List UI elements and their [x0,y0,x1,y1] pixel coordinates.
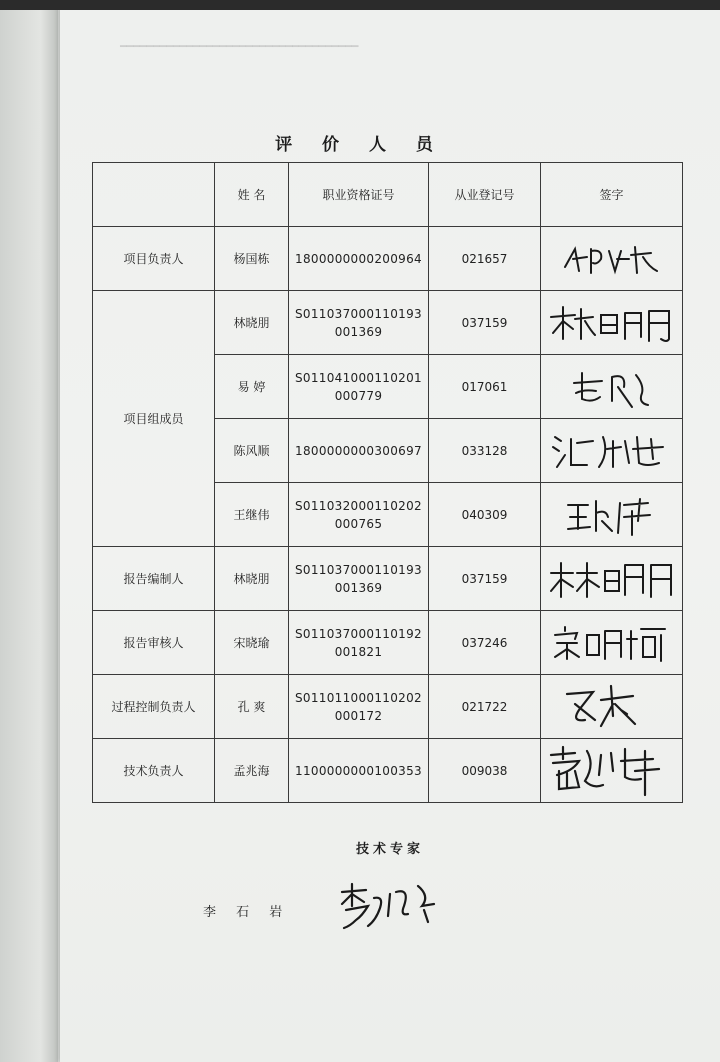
show-through-text: ━━━━━━━━━━━━━━━━━━━━━━━━━━━━━━━━━━━━ [120,40,359,53]
table-row [93,547,683,611]
signature-cell [541,291,683,355]
header-role [93,163,215,227]
header-signature: 签字 [541,163,683,227]
name-cell: 陈风顺 [215,419,289,483]
cert-cell: 1800000000300697 [289,419,429,483]
table-row [93,739,683,803]
table-header-row [93,163,683,227]
book-left-page [0,0,58,1062]
cert-cell: 1100000000100353 [289,739,429,803]
reg-cell: 021657 [429,227,541,291]
signature-cell [541,611,683,675]
role-cell: 项目组成员 [93,291,215,547]
cert-cell: S011037000110192001821 [289,611,429,675]
signature-cell [541,739,683,803]
signature-cell [541,675,683,739]
reg-cell: 021722 [429,675,541,739]
name-cell: 林晓朋 [215,547,289,611]
table-row [93,291,683,355]
role-cell: 过程控制负责人 [93,675,215,739]
cert-cell: S011032000110202000765 [289,483,429,547]
reg-cell: 040309 [429,483,541,547]
reg-cell: 037159 [429,291,541,355]
role-cell: 项目负责人 [93,227,215,291]
reg-cell: 037246 [429,611,541,675]
reg-cell: 009038 [429,739,541,803]
name-cell: 杨国栋 [215,227,289,291]
signature-cell [541,355,683,419]
name-cell: 孟兆海 [215,739,289,803]
name-cell: 孔 爽 [215,675,289,739]
role-cell: 报告审核人 [93,611,215,675]
signature-cell [541,227,683,291]
expert-signature [338,876,448,940]
table-row [93,611,683,675]
name-cell: 宋晓瑜 [215,611,289,675]
reg-cell: 017061 [429,355,541,419]
name-cell: 王继伟 [215,483,289,547]
name-cell: 易 婷 [215,355,289,419]
cert-cell: S011037000110193001369 [289,291,429,355]
handwritten-signature [545,741,681,801]
staff-table [92,162,683,803]
table-row [93,675,683,739]
handwritten-signature [545,299,681,347]
header-reg: 从业登记号 [429,163,541,227]
signature-cell [541,547,683,611]
header-cert: 职业资格证号 [289,163,429,227]
handwritten-signature [562,363,662,411]
table-row [93,227,683,291]
handwritten-signature [562,491,662,539]
handwritten-signature [547,427,677,475]
handwritten-signature [545,555,681,603]
handwritten-signature [338,876,448,936]
expert-name: 李 石 岩 [203,905,291,920]
handwritten-signature [557,237,667,281]
role-cell: 报告编制人 [93,547,215,611]
signature-cell [541,483,683,547]
name-cell: 林晓朋 [215,291,289,355]
handwritten-signature [557,680,667,734]
reg-cell: 037159 [429,547,541,611]
header-name: 姓 名 [215,163,289,227]
reg-cell: 033128 [429,419,541,483]
signature-cell [541,419,683,483]
experts-heading: 技术专家 [355,842,424,857]
page-top-shadow [0,0,720,10]
cert-cell: 1800000000200964 [289,227,429,291]
role-cell: 技术负责人 [93,739,215,803]
cert-cell: S011037000110193001369 [289,547,429,611]
cert-cell: S011041000110201000779 [289,355,429,419]
page-title: 评 价 人 员 [275,135,445,155]
cert-cell: S011011000110202000172 [289,675,429,739]
handwritten-signature [547,621,677,665]
